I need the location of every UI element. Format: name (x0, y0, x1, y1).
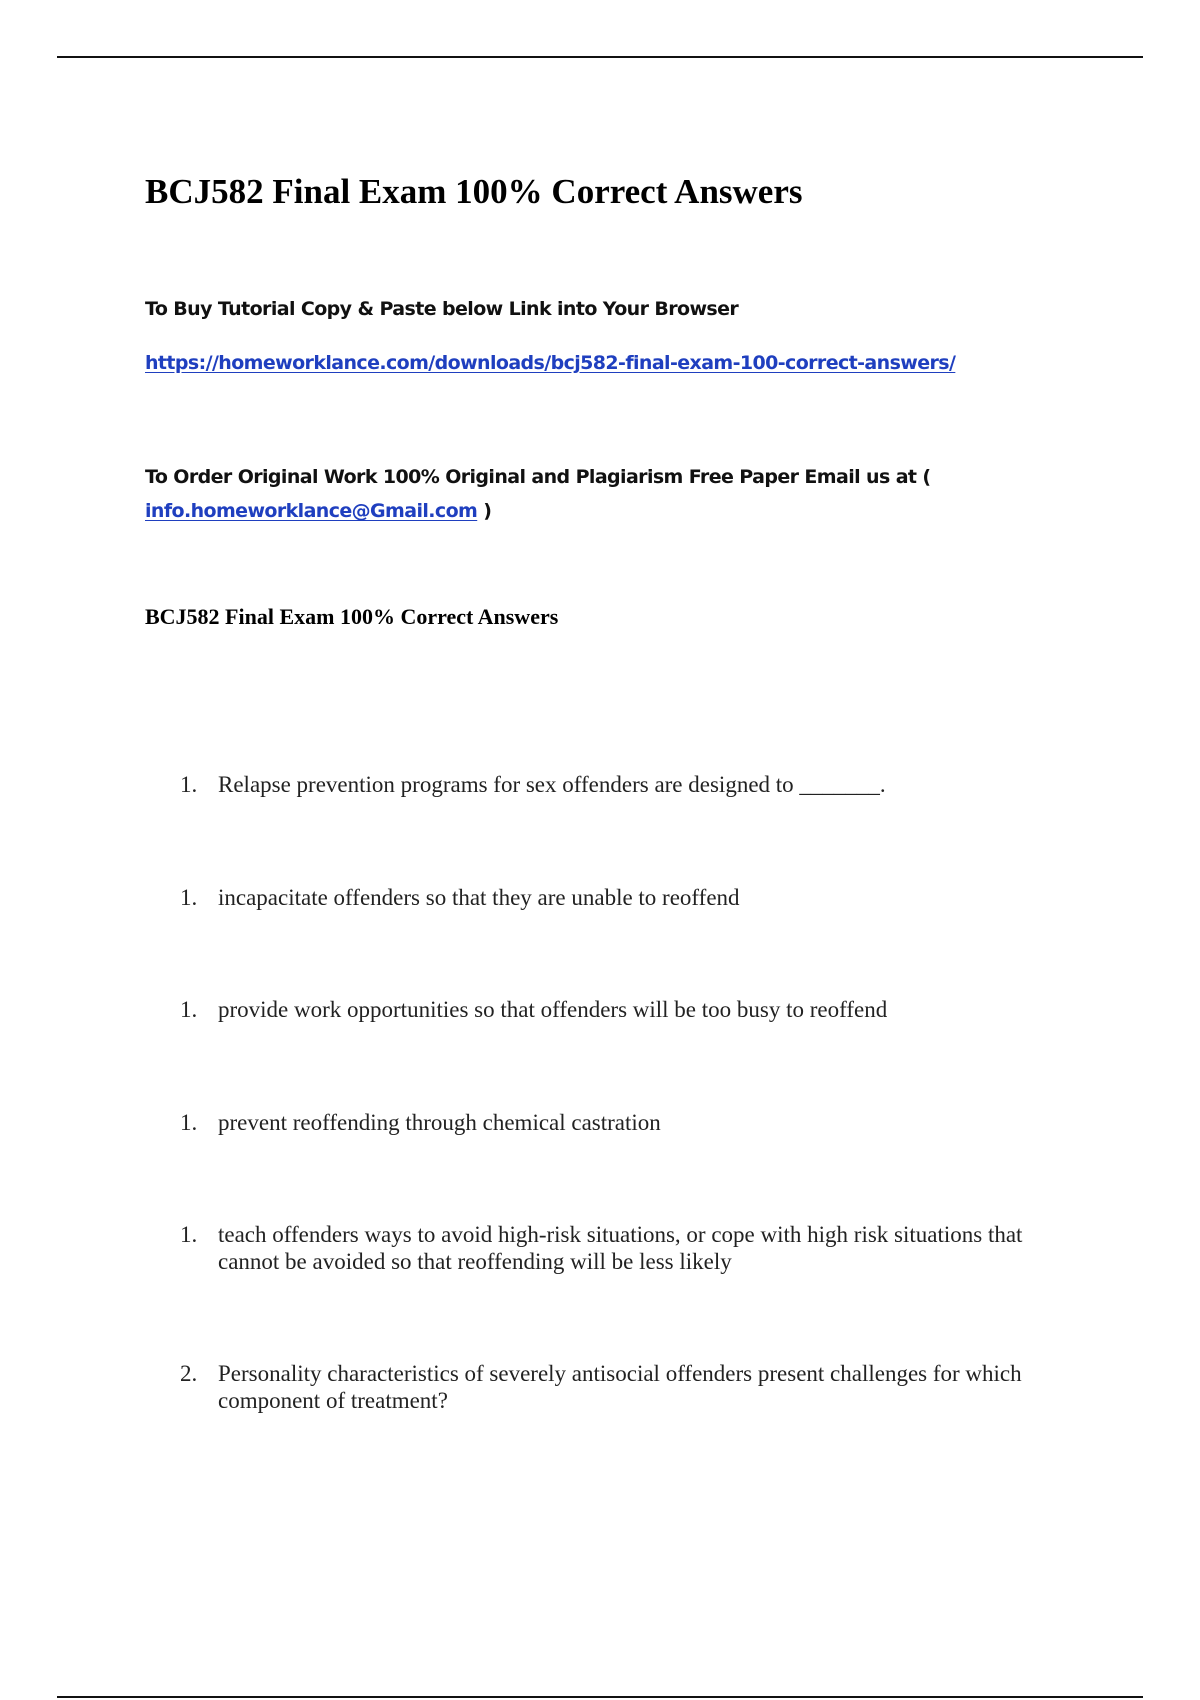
list-item-number: 1. (180, 1110, 198, 1135)
header-rule (57, 56, 1143, 58)
list-item-text: teach offenders ways to avoid high-risk situations, or cope with high risk situations that cannot be avoided so that reoffending will be less likely (218, 1222, 1023, 1274)
list-item-text: Personality characteristics of severely antisocial offenders present challenges for which component of treatment? (218, 1361, 1022, 1413)
list-item-text: provide work opportunities so that offenders will be too busy to reoffend (218, 997, 888, 1022)
list-item-text: prevent reoffending through chemical castration (218, 1110, 661, 1135)
list-item (180, 1109, 1080, 1136)
list-item (180, 1360, 1080, 1414)
email-link[interactable]: info.homeworklance@Gmail.com (145, 500, 478, 522)
list-item-number: 1. (180, 1222, 198, 1247)
buy-instructions: To Buy Tutorial Copy & Paste below Link into Your Browser (145, 298, 739, 320)
list-item-text: Relapse prevention programs for sex offenders are designed to _______. (218, 772, 886, 797)
order-instructions (145, 460, 1045, 528)
section-title: BCJ582 Final Exam 100% Correct Answers (145, 604, 559, 629)
order-text: To Order Original Work 100% Original and Plagiarism Free Paper Email us at ( (145, 466, 931, 488)
list-item-number: 1. (180, 885, 198, 910)
list-item (180, 996, 1080, 1023)
page-title: BCJ582 Final Exam 100% Correct Answers (145, 172, 803, 211)
list-item-number: 1. (180, 772, 198, 797)
list-item-text: incapacitate offenders so that they are unable to reoffend (218, 885, 740, 910)
footer-rule (57, 1696, 1143, 1698)
order-close-paren: ) (477, 500, 492, 522)
list-item (180, 1221, 1080, 1275)
tutorial-link[interactable]: https://homeworklance.com/downloads/bcj582-final-exam-100-correct-answers/ (145, 352, 956, 374)
list-item-number: 2. (180, 1361, 198, 1386)
list-item-number: 1. (180, 997, 198, 1022)
list-item (180, 884, 1080, 911)
list-item (180, 771, 1080, 798)
